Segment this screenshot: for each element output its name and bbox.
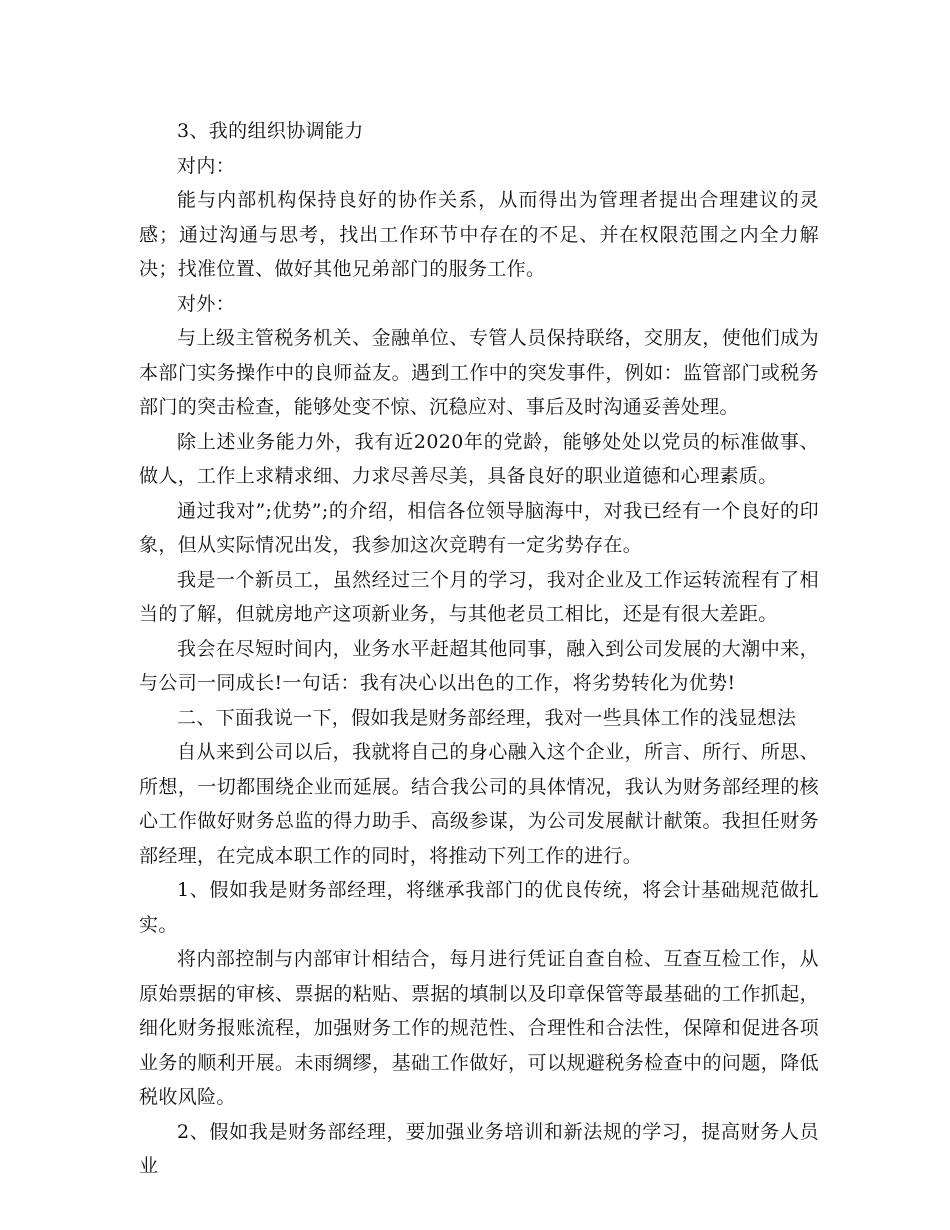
- subheading-external: 对外：: [177, 292, 236, 315]
- paragraph-commitment: 我会在尽短时间内，业务水平赶超其他同事，融入到公司发展的大潮中来，与公司一同成长!一句话：我有决心以出色的工作，将劣势转化为优势!: [139, 637, 819, 694]
- paragraph-new-employee: 我是一个新员工，虽然经过三个月的学习，我对企业及工作运转流程有了相当的了解，但就房地产这项新业务，与其他老员工相比，还是有很大差距。: [139, 568, 819, 625]
- paragraph-internal-control: 将内部控制与内部审计相结合，每月进行凭证自查自检、互查互检工作，从原始票据的审核、票据的粘贴、票据的填制以及印章保管等最基础的工作抓起，细化财务报账流程，加强财务工作的规范性、合理性和合法性，保障和促进各项业务的顺利开展。未雨绸缪，基础工作做好，可以规避税务检查中的问题，降低税收风险。: [139, 948, 819, 1108]
- paragraph-party-membership: 除上述业务能力外，我有近2020年的党龄，能够处处以党员的标准做事、做人，工作上求精求细、力求尽善尽美，具备良好的职业道德和心理素质。: [139, 430, 819, 487]
- paragraph-advantages: 通过我对”;优势”;的介绍，相信各位领导脑海中，对我已经有一个良好的印象，但从实际情况出发，我参加这次竞聘有一定劣势存在。: [139, 499, 819, 556]
- document-body: [139, 114, 819, 1184]
- section-heading-ideas: 二、下面我说一下，假如我是财务部经理，我对一些具体工作的浅显想法: [177, 706, 797, 729]
- item-1-heading: 1、假如我是财务部经理，将继承我部门的优良传统，将会计基础规范做扎实。: [139, 879, 819, 936]
- paragraph-since-joining: 自从来到公司以后，我就将自己的身心融入这个企业，所言、所行、所思、所想，一切都围绕企业而延展。结合我公司的具体情况，我认为财务部经理的核心工作做好财务总监的得力助手、高级参谋，为公司发展献计献策。我担任财务部经理，在完成本职工作的同时，将推动下列工作的进行。: [139, 741, 819, 867]
- item-2-heading: 2、假如我是财务部经理，要加强业务培训和新法规的学习，提高财务人员业: [139, 1120, 819, 1177]
- paragraph-external: 与上级主管税务机关、金融单位、专管人员保持联络，交朋友，使他们成为本部门实务操作中的良师益友。遇到工作中的突发事件，例如：监管部门或税务部门的突击检查，能够处变不惊、沉稳应对、事后及时沟通妥善处理。: [139, 327, 819, 418]
- section-heading-coordination: 3、我的组织协调能力: [177, 120, 364, 142]
- paragraph-internal: 能与内部机构保持良好的协作关系，从而得出为管理者提出合理建议的灵感；通过沟通与思考，找出工作环节中存在的不足、并在权限范围之内全力解决；找准位置、做好其他兄弟部门的服务工作。: [139, 189, 819, 280]
- subheading-internal: 对内：: [177, 154, 236, 177]
